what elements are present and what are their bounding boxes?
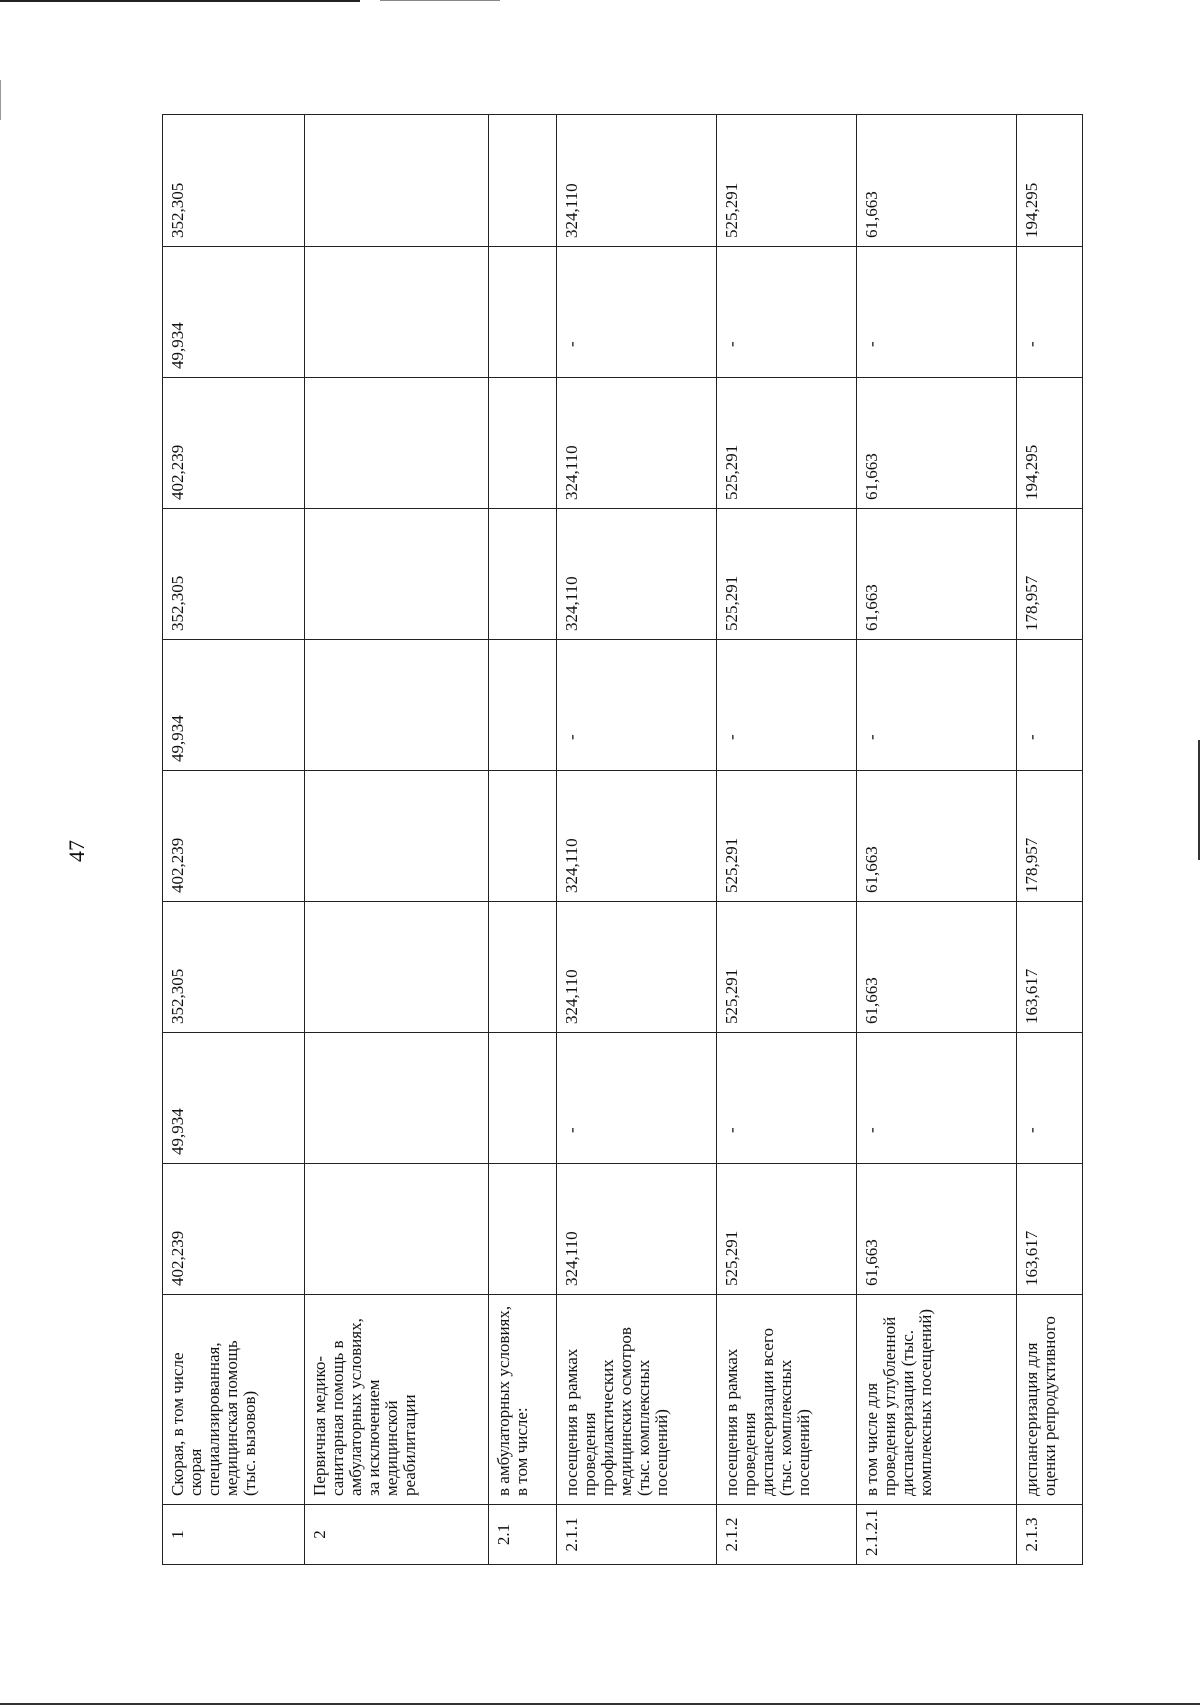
table-row xyxy=(857,115,1017,1565)
cell-value: 194,295 xyxy=(1017,115,1083,247)
cell-value xyxy=(489,247,557,378)
cell-value: 402,239 xyxy=(163,771,305,902)
cell-value xyxy=(305,378,489,509)
cell-value: 324,110 xyxy=(557,1164,717,1295)
cell-value: - xyxy=(717,640,857,771)
row-number: 1 xyxy=(163,1505,305,1565)
row-name: в амбулаторных условиях, в том числе: xyxy=(489,1295,557,1505)
cell-value: - xyxy=(557,640,717,771)
row-name: Скорая, в том числе скорая специализированная, медицинская помощь (тыс. вызовов) xyxy=(163,1295,305,1505)
cell-value: 194,295 xyxy=(1017,378,1083,509)
cell-value xyxy=(305,640,489,771)
cell-value: 163,617 xyxy=(1017,1164,1083,1295)
cell-value xyxy=(489,115,557,247)
cell-value: 324,110 xyxy=(557,378,717,509)
row-name: диспансеризация для оценки репродуктивного xyxy=(1017,1295,1083,1505)
table-row xyxy=(305,115,489,1565)
cell-value: 163,617 xyxy=(1017,902,1083,1033)
row-number: 2.1 xyxy=(489,1505,557,1565)
page-number: 47 xyxy=(64,840,89,862)
cell-value: 525,291 xyxy=(717,115,857,247)
table-row xyxy=(489,115,557,1565)
rotated-table-container xyxy=(162,115,1059,1565)
cell-value: 49,934 xyxy=(163,640,305,771)
cell-value: 61,663 xyxy=(857,771,1017,902)
data-table xyxy=(162,114,1083,1565)
table-row xyxy=(717,115,857,1565)
cell-value xyxy=(305,1164,489,1295)
cell-value: - xyxy=(1017,640,1083,771)
cell-value: 61,663 xyxy=(857,902,1017,1033)
cell-value xyxy=(489,902,557,1033)
cell-value xyxy=(305,509,489,640)
cell-value: - xyxy=(1017,1033,1083,1164)
cell-value xyxy=(489,1033,557,1164)
table-row xyxy=(557,115,717,1565)
cell-value: - xyxy=(1017,247,1083,378)
cell-value: 525,291 xyxy=(717,378,857,509)
cell-value: - xyxy=(557,1033,717,1164)
table-row xyxy=(1017,115,1083,1565)
cell-value: - xyxy=(857,1033,1017,1164)
cell-value xyxy=(489,509,557,640)
table-row xyxy=(163,115,305,1565)
cell-value: 178,957 xyxy=(1017,509,1083,640)
cell-value: 352,305 xyxy=(163,509,305,640)
cell-value: 352,305 xyxy=(163,115,305,247)
cell-value: 525,291 xyxy=(717,902,857,1033)
cell-value: - xyxy=(857,247,1017,378)
cell-value: 61,663 xyxy=(857,509,1017,640)
cell-value xyxy=(305,115,489,247)
row-number: 2.1.2 xyxy=(717,1505,857,1565)
cell-value: 525,291 xyxy=(717,1164,857,1295)
row-name: посещения в рамках проведения профилактических медицинских осмотров (тыс. комплексных посещений) xyxy=(557,1295,717,1505)
scan-edge-top xyxy=(0,0,360,2)
cell-value: 178,957 xyxy=(1017,771,1083,902)
cell-value: 324,110 xyxy=(557,902,717,1033)
cell-value: 352,305 xyxy=(163,902,305,1033)
cell-value: 61,663 xyxy=(857,1164,1017,1295)
cell-value: 61,663 xyxy=(857,115,1017,247)
cell-value: 49,934 xyxy=(163,1033,305,1164)
row-name: Первичная медико-санитарная помощь в амбулаторных условиях, за исключением медицинской реабилитации xyxy=(305,1295,489,1505)
cell-value: - xyxy=(857,640,1017,771)
cell-value xyxy=(305,771,489,902)
cell-value: 402,239 xyxy=(163,1164,305,1295)
cell-value xyxy=(489,378,557,509)
cell-value: 525,291 xyxy=(717,771,857,902)
row-number: 2 xyxy=(305,1505,489,1565)
cell-value: - xyxy=(557,247,717,378)
cell-value: - xyxy=(717,1033,857,1164)
row-number: 2.1.2.1 xyxy=(857,1505,1017,1565)
cell-value xyxy=(489,1164,557,1295)
cell-value: 525,291 xyxy=(717,509,857,640)
cell-value xyxy=(305,902,489,1033)
row-number: 2.1.3 xyxy=(1017,1505,1083,1565)
cell-value: 324,110 xyxy=(557,771,717,902)
cell-value xyxy=(305,247,489,378)
cell-value xyxy=(489,771,557,902)
cell-value: 61,663 xyxy=(857,378,1017,509)
cell-value xyxy=(305,1033,489,1164)
scan-edge-top-faint xyxy=(380,0,500,1)
scan-edge-left xyxy=(0,80,1,120)
cell-value: 402,239 xyxy=(163,378,305,509)
row-name: в том числе для проведения углубленной диспансеризации (тыс. комплексных посещений) xyxy=(857,1295,1017,1505)
cell-value: - xyxy=(717,247,857,378)
row-number: 2.1.1 xyxy=(557,1505,717,1565)
cell-value xyxy=(489,640,557,771)
cell-value: 324,110 xyxy=(557,115,717,247)
row-name: посещения в рамках проведения диспансеризации всего (тыс. комплексных посещений) xyxy=(717,1295,857,1505)
cell-value: 324,110 xyxy=(557,509,717,640)
cell-value: 49,934 xyxy=(163,247,305,378)
